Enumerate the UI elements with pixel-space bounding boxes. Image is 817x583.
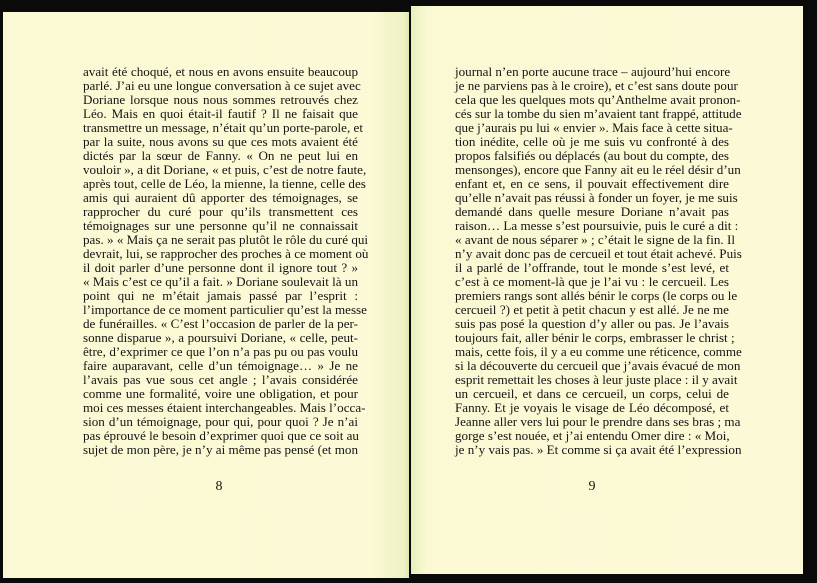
text-line: un cercueil, et dans ce cercueil, un corps, celui de [455,386,729,401]
text-line: il a parlé de l’offrande, tout le monde s’est levé, et [455,260,729,275]
text-line: tion inédite, celle où je me suis vu confronté à des [455,134,729,149]
text-line: pas. » « Mais ça ne serait pas plutôt le rôle du curé qui [83,232,369,247]
text-line: je n’y vais pas. » Et comme si ça avait été l’expression [455,442,742,457]
text-line: de funérailles. « C’est l’occasion de parler de la per- [83,316,358,331]
text-line: dictés par la sœur de Fanny. « On ne peut lui en [83,148,358,163]
text-line: « avant de nous séparer » ; c’était le signe de la fin. Il [455,232,735,247]
text-line: journal n’en porte aucune trace – aujourd’hui encore [455,64,731,79]
text-line: point qui ne m’était jamais passé par l’esprit : [83,288,358,303]
right-page [411,6,803,574]
text-line: devrait, lui, se rapprocher des proches à ce moment où [83,246,369,261]
page-number: 8 [215,479,223,494]
text-line: « Mais c’est ce qu’il a fait. » Doriane soulevait là un [83,274,358,289]
text-line: transmettre un message, n’était qu’un porte-parole, et [83,120,363,135]
text-line: propos falsifiés ou déplacés (au bout du compte, des [455,148,729,163]
text-line: faire auparavant, celle d’un témoignage… » Je ne [83,358,358,373]
text-line: Léo. Mais en quoi était-il fautif ? Il ne faisait que [83,106,358,121]
text-line: après tout, celle de Léo, la mienne, la tienne, celle des [83,176,366,191]
text-line: je ne parviens pas à le croire), et c’est sans doute pour [455,78,738,93]
text-line: premiers rangs sont allés bénir le corps (le corps ou le [455,288,738,303]
text-line: mensonges), encore que Fanny ait eu le réel désir d’un [455,162,741,177]
text-line: moi ces messes étaient interchangeables. Mais l’occa- [83,400,366,415]
text-line: n’y avait donc pas de cercueil et tout était achevé. Puis [455,246,742,261]
text-line: témoignages sur une personne qu’il ne connaissait [83,218,358,233]
text-line: qu’elle n’avait pas réussi à fonder un foyer, je me suis [455,190,738,205]
text-line: toujours fait, aller bénir le corps, embrasser le christ ; [455,330,735,345]
text-line: suis pas posé la question d’y aller ou pas. Je l’avais [455,316,729,331]
text-line: pas éprouvé le besoin d’exprimer quoi que ce soit au [83,428,359,443]
left-page [3,12,409,578]
text-line: raison… La messe s’est poursuivie, puis le curé a dit : [455,218,739,233]
text-line: Doriane lorsque nous nous sommes retrouvés chez [83,92,358,107]
left-page-body [83,64,369,457]
text-line: sion d’un témoignage, pour qui, pour quoi ? Je n’ai [83,414,358,429]
text-line: c’est à ce moment-là que je l’ai vu : le cercueil. Les [455,274,729,289]
text-line: cés sur la tombe du sien m’avaient tant frappé, attitude [455,106,742,121]
right-page-body [455,64,742,457]
text-line: l’importance de ce moment particulier qu’est la messe [83,302,367,317]
text-line: mais, cette fois, il y a eu comme une réticence, comme [455,344,742,359]
page-number: 9 [588,479,596,494]
text-line: amis qui auraient dû apporter des témoignages, se [83,190,358,205]
text-line: que j’aurais pu lui « envier ». Mais face à cette situa- [455,120,733,135]
text-line: Jeanne aller vers lui pour le prendre dans ses bras ; ma [455,414,741,429]
text-line: sonne disparue », a poursuivi Doriane, « celle, peut- [83,330,358,345]
text-line: rapprocher du curé pour qu’ils transmettent ces [83,204,358,219]
text-line: gorge s’est nouée, et j’ai entendu Omer dire : « Moi, [455,428,730,443]
text-line: cela que les quelques mots qu’Anthelme avait pronon- [455,92,741,107]
text-line: l’avais pas vue sous cet angle ; l’avais considérée [83,372,358,387]
text-line: Fanny. Et je voyais le visage de Léo décomposé, et [455,400,729,415]
text-line: avait été choqué, et nous en avons ensuite beaucoup [83,64,358,79]
text-line: enfant et, en ce sens, il pouvait effectivement dire [455,176,729,191]
text-line: être, d’exprimer ce que l’on n’a pas pu ou pas voulu [83,344,358,359]
text-line: parlé. J’ai eu une longue conversation à ce sujet avec [83,78,361,93]
text-line: il doit parler d’une personne dont il ignore tout ? » [83,260,358,275]
text-line: esprit remettait les choses à leur juste place : il y avait [455,372,738,387]
text-line: par la suite, nous avons su que ces mots avaient été [83,134,358,149]
text-line: comme une formalité, voire une obligation, et pour [83,386,358,401]
text-line: demandé dans quelle mesure Doriane n’avait pas [455,204,729,219]
text-line: sujet de mon père, je n’y ai même pas pensé (et mon [83,442,358,457]
text-line: cercueil ?) et petit à petit chacun y est allé. Je ne me [455,302,729,317]
text-line: vouloir », a dit Doriane, « et puis, c’est de notre faute, [83,162,367,177]
text-line: si la découverte du cercueil que j’avais évacué de mon [455,358,741,373]
